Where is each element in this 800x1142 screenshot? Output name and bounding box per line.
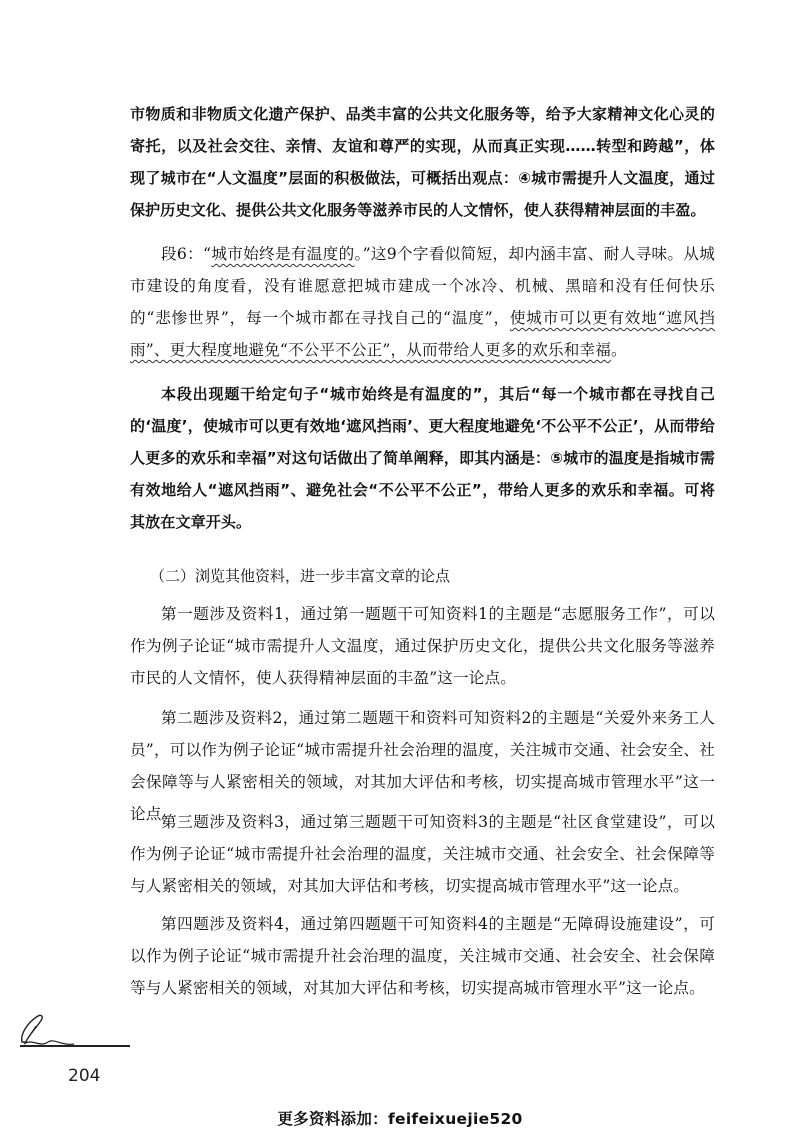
paragraph-2-quote-underlined: 城市始终是有温度的 <box>211 245 355 263</box>
paragraph-2-body: 。”这9个字看似简短，却内涵丰富、耐人寻味。从城市建设的角度看，没有谁愿意把城市建成一个冰冷、机械、黑暗和没有任何快乐的“悲惨世界”，每一个城市都在寻找自己的“温度”， <box>130 245 715 327</box>
paragraph-2-key-sentence-underlined: 使城市可以更有效地“遮风挡雨”、更大程度地避免“不公平不公正”，从而带给人更多的欢乐和幸福 <box>130 309 715 359</box>
page-number: 204 <box>68 1066 101 1086</box>
paragraph-2 <box>130 238 715 366</box>
paragraph-2-end: 。 <box>610 341 627 359</box>
section-heading: （二）浏览其他资料，进一步丰富文章的论点 <box>150 567 451 585</box>
paragraph-1: 市物质和非物质文化遗产保护、品类丰富的公共文化服务等，给予大家精神文化心灵的寄托，以及社会交往、亲情、友谊和尊严的实现，从而真正实现……转型和跨越”，体现了城市在“人文温度”层面的积极做法，可概括出观点：④城市需提升人文温度，通过保护历史文化、提供公共文化服务等滋养市民的人文情怀，使人获得精神层面的丰盈。 <box>130 105 715 219</box>
paragraph-7: 第四题涉及资料4，通过第四题题干可知资料4的主题是“无障碍设施建设”，可以作为例子论证“城市需提升社会治理的温度，关注城市交通、社会安全、社会保障等与人紧密相关的领域，对其加大评估和考核，切实提高城市管理水平”这一论点。 <box>130 915 715 997</box>
paragraph-4: 第一题涉及资料1，通过第一题题干可知资料1的主题是“志愿服务工作”，可以作为例子论证“城市需提升人文温度，通过保护历史文化，提供公共文化服务等滋养市民的人文情怀，使人获得精神层面的丰盈”这一论点。 <box>130 605 715 687</box>
paragraph-5: 第二题涉及资料2，通过第二题题干和资料可知资料2的主题是“关爱外来务工人员”，可以作为例子论证“城市需提升社会治理的温度，关注城市交通、社会安全、社会保障等与人紧密相关的领域，对其加大评估和考核，切实提高城市管理水平”这一论点。 <box>130 709 715 823</box>
paragraph-6: 第三题涉及资料3，通过第三题题干可知资料3的主题是“社区食堂建设”，可以作为例子论证“城市需提升社会治理的温度，关注城市交通、社会安全、社会保障等与人紧密相关的领域，对其加大评估和考核，切实提高城市管理水平”这一论点。 <box>130 813 715 895</box>
pen-signature-icon <box>18 1008 78 1054</box>
footer-rule <box>20 1045 130 1047</box>
paragraph-3: 本段出现题干给定句子“城市始终是有温度的”，其后“每一个城市都在寻找自己的‘温度’，使城市可以更有效地‘遮风挡雨’、更大程度地避免‘不公平不公正’，从而带给人更多的欢乐和幸福”对这句话做出了简单阐释，即其内涵是：⑤城市的温度是指城市需有效地给人“遮风挡雨”、避免社会“不公平不公正”，带给人更多的欢乐和幸福。可将其放在文章开头。 <box>130 385 715 531</box>
paragraph-2-lead: 段6：“ <box>161 245 212 263</box>
footer-note: 更多资料添加：feifeixuejie520 <box>277 1110 523 1128</box>
